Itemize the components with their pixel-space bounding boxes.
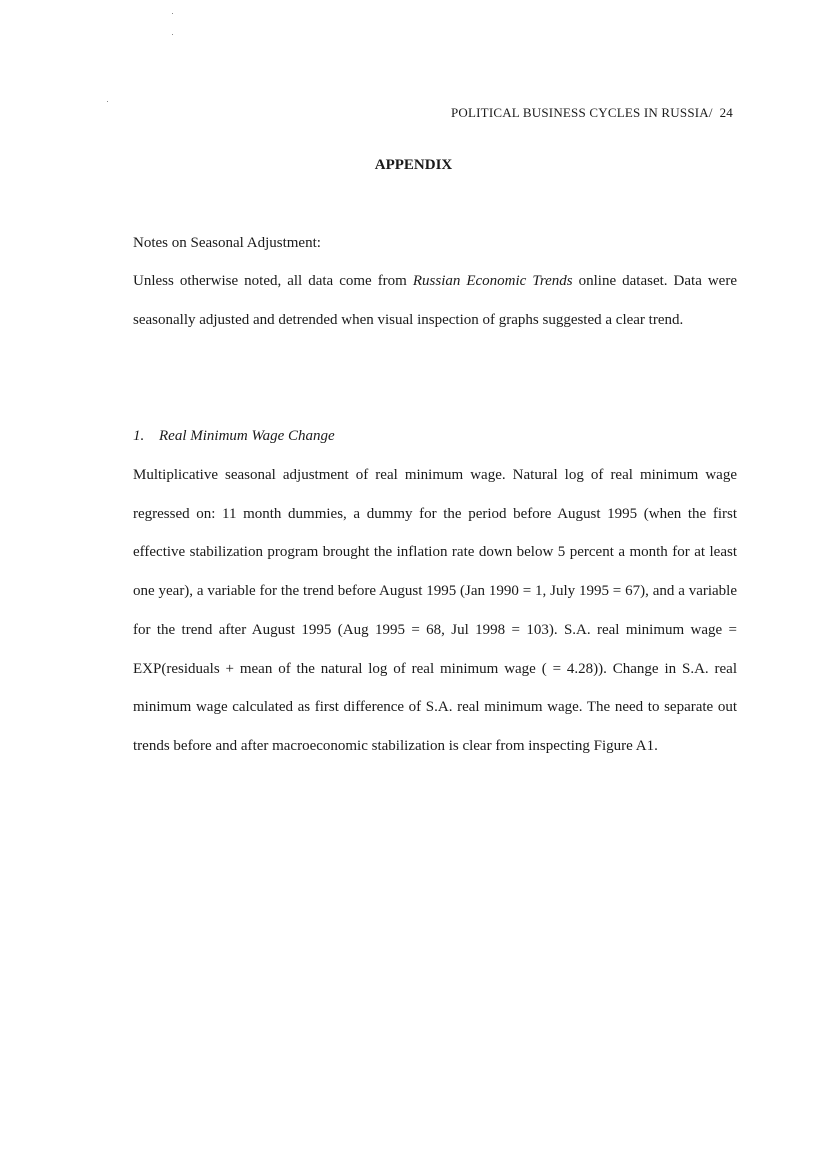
intro-text-before: Unless otherwise noted, all data come from (133, 273, 413, 289)
appendix-title: APPENDIX (374, 157, 453, 173)
intro-text-after: online dataset. Data were seasonally adjusted and detrended when visual inspection of graphs suggested a clear trend. (133, 273, 737, 328)
notes-heading: Notes on Seasonal Adjustment: (133, 235, 321, 251)
section-heading (133, 417, 737, 456)
scan-speck (107, 101, 108, 102)
running-header (451, 105, 733, 121)
intro-paragraph (133, 262, 737, 339)
scan-speck (172, 34, 173, 35)
running-title: POLITICAL BUSINESS CYCLES IN RUSSIA (450, 105, 709, 120)
running-header-separator: / (708, 105, 713, 120)
source-name: Russian Economic Trends (412, 273, 573, 289)
section-body: Multiplicative seasonal adjustment of real minimum wage. Natural log of real minimum wage regressed on: 11 month dummies, a dummy for the period before August 1995 (when the first effective stabilization program brought the inflation rate down below 5 percent a month for at least one year), a variable for the trend before August 1995 (Jan 1990 = 1, July 1995 = 67), and a variable for the trend after August 1995 (Aug 1995 = 68, Jul 1998 = 103). S.A. real minimum wage = EXP(residuals + mean of the natural log of real minimum wage ( = 4.28)). Change in S.A. real minimum wage calculated as first difference of S.A. real minimum wage. The need to separate out trends before and after macroeconomic stabilization is clear from inspecting Figure A1. (133, 467, 737, 754)
section-title: Real Minimum Wage Change (159, 428, 335, 444)
page-number: 24 (719, 105, 733, 120)
section-number: 1. (133, 428, 145, 444)
scan-speck (172, 13, 173, 14)
